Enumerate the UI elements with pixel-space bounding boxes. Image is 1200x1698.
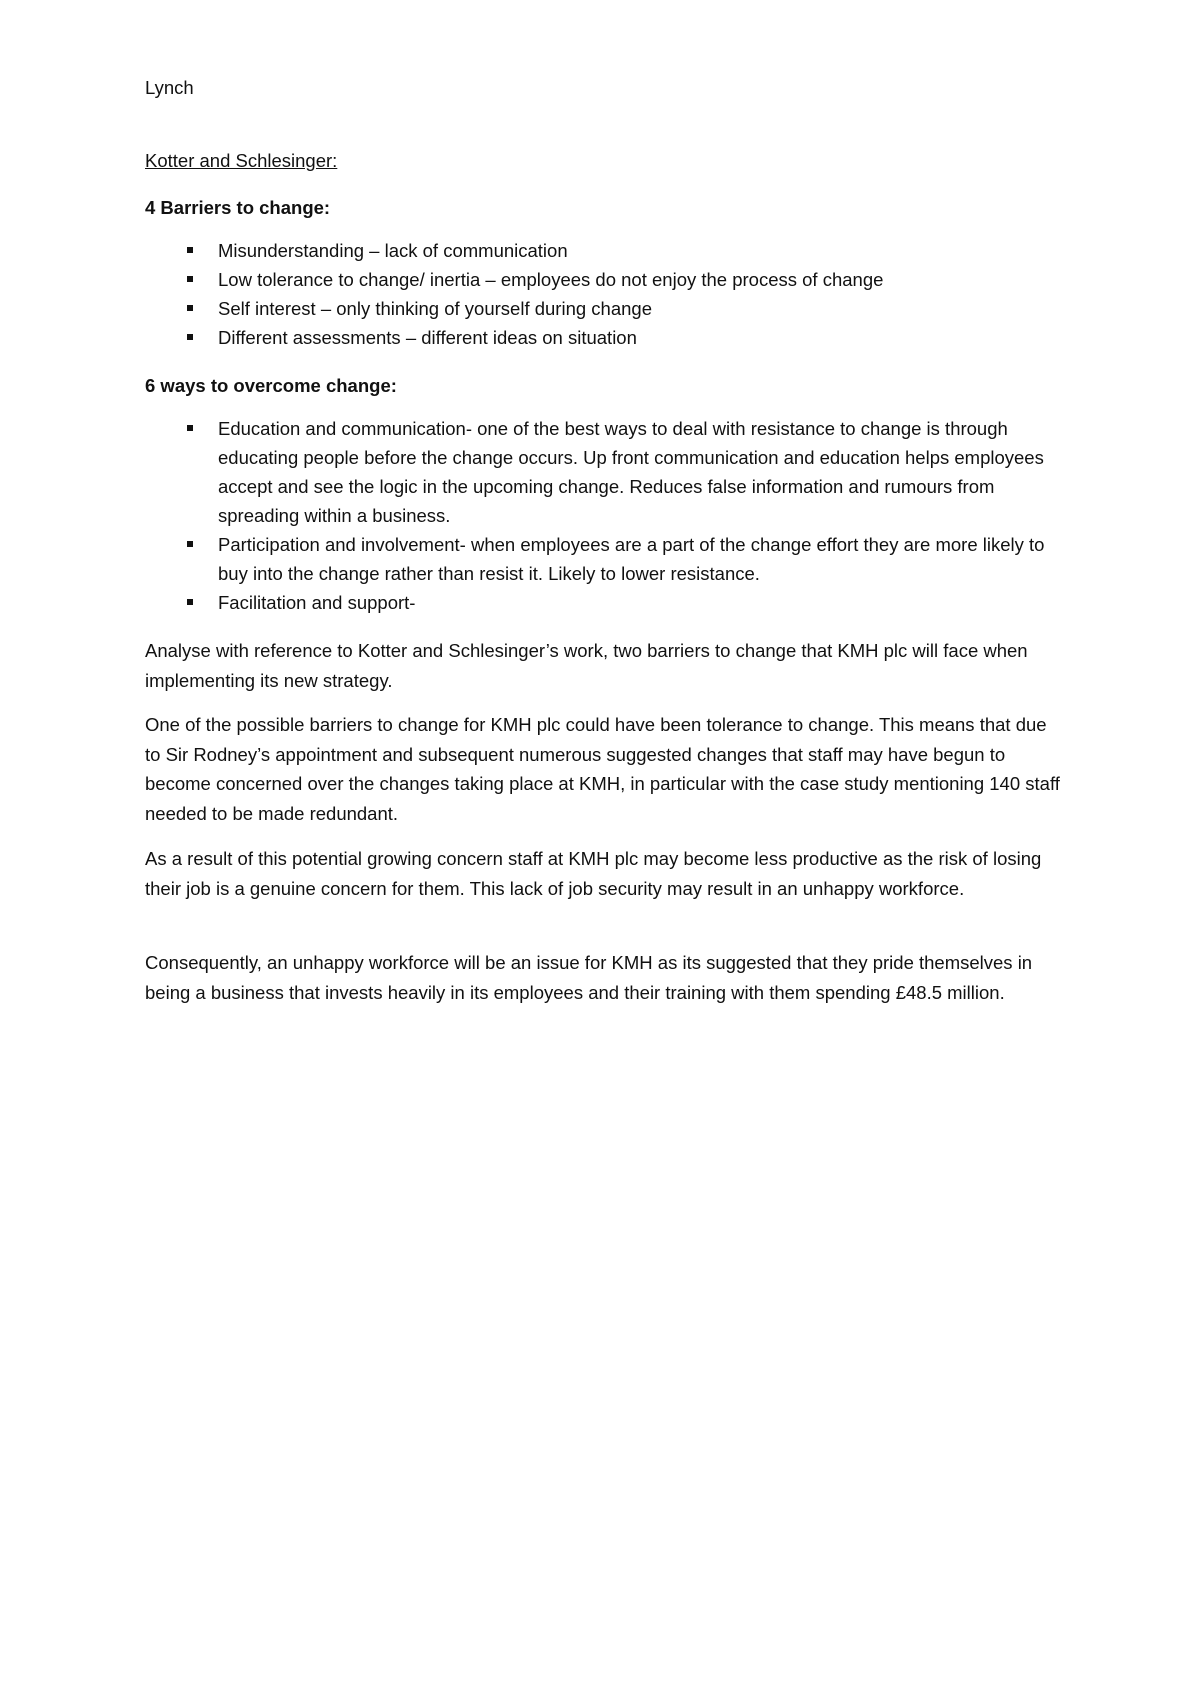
ways-heading: 6 ways to overcome change: bbox=[145, 375, 397, 396]
body-paragraph: As a result of this potential growing concern staff at KMH plc may become less productive as the risk of losing their job is a genuine concern for them. This lack of job security may result in an unhappy workforce. bbox=[145, 848, 1042, 899]
bullet-icon bbox=[187, 276, 193, 282]
bullet-icon bbox=[187, 541, 193, 547]
barriers-list bbox=[145, 236, 1065, 352]
barrier-text: Self interest – only thinking of yourself during change bbox=[218, 298, 652, 319]
list-item bbox=[145, 323, 1065, 352]
list-item bbox=[145, 236, 1065, 265]
ways-list bbox=[145, 414, 1065, 617]
body-paragraph: One of the possible barriers to change for KMH plc could have been tolerance to change. This means that due to Sir Rodney’s appointment and subsequent numerous suggested changes that staff may have begun to become concerned over the changes taking place at KMH, in particular with the case study mentioning 140 staff needed to be made redundant. bbox=[145, 714, 1060, 824]
list-item bbox=[145, 265, 1065, 294]
barriers-heading: 4 Barriers to change: bbox=[145, 197, 331, 218]
bullet-icon bbox=[187, 425, 193, 431]
body-paragraph: Consequently, an unhappy workforce will be an issue for KMH as its suggested that they pride themselves in being a business that invests heavily in its employees and their training with them spending £48.5 million. bbox=[145, 952, 1033, 1003]
list-item bbox=[145, 294, 1065, 323]
bullet-icon bbox=[187, 334, 193, 340]
way-text: Facilitation and support- bbox=[218, 592, 416, 613]
bullet-icon bbox=[187, 305, 193, 311]
list-item bbox=[145, 414, 1065, 530]
barrier-text: Misunderstanding – lack of communication bbox=[218, 240, 568, 261]
barrier-text: Low tolerance to change/ inertia – employees do not enjoy the process of change bbox=[218, 269, 884, 290]
bullet-icon bbox=[187, 247, 193, 253]
bullet-icon bbox=[187, 599, 193, 605]
question-paragraph: Analyse with reference to Kotter and Schlesinger’s work, two barriers to change that KMH plc will face when implementing its new strategy. bbox=[145, 640, 1028, 691]
list-item bbox=[145, 530, 1065, 588]
author-name: Lynch bbox=[145, 77, 194, 98]
way-text: Education and communication- one of the best ways to deal with resistance to change is through educating people before the change occurs. Up front communication and education helps employees accept and see the logic in the upcoming change. Reduces false information and rumours from spreading within a business. bbox=[218, 418, 1044, 526]
barrier-text: Different assessments – different ideas on situation bbox=[218, 327, 637, 348]
way-text: Participation and involvement- when employees are a part of the change effort they are more likely to buy into the change rather than resist it. Likely to lower resistance. bbox=[218, 534, 1045, 584]
section-title: Kotter and Schlesinger: bbox=[145, 150, 338, 171]
list-item bbox=[145, 588, 1065, 617]
